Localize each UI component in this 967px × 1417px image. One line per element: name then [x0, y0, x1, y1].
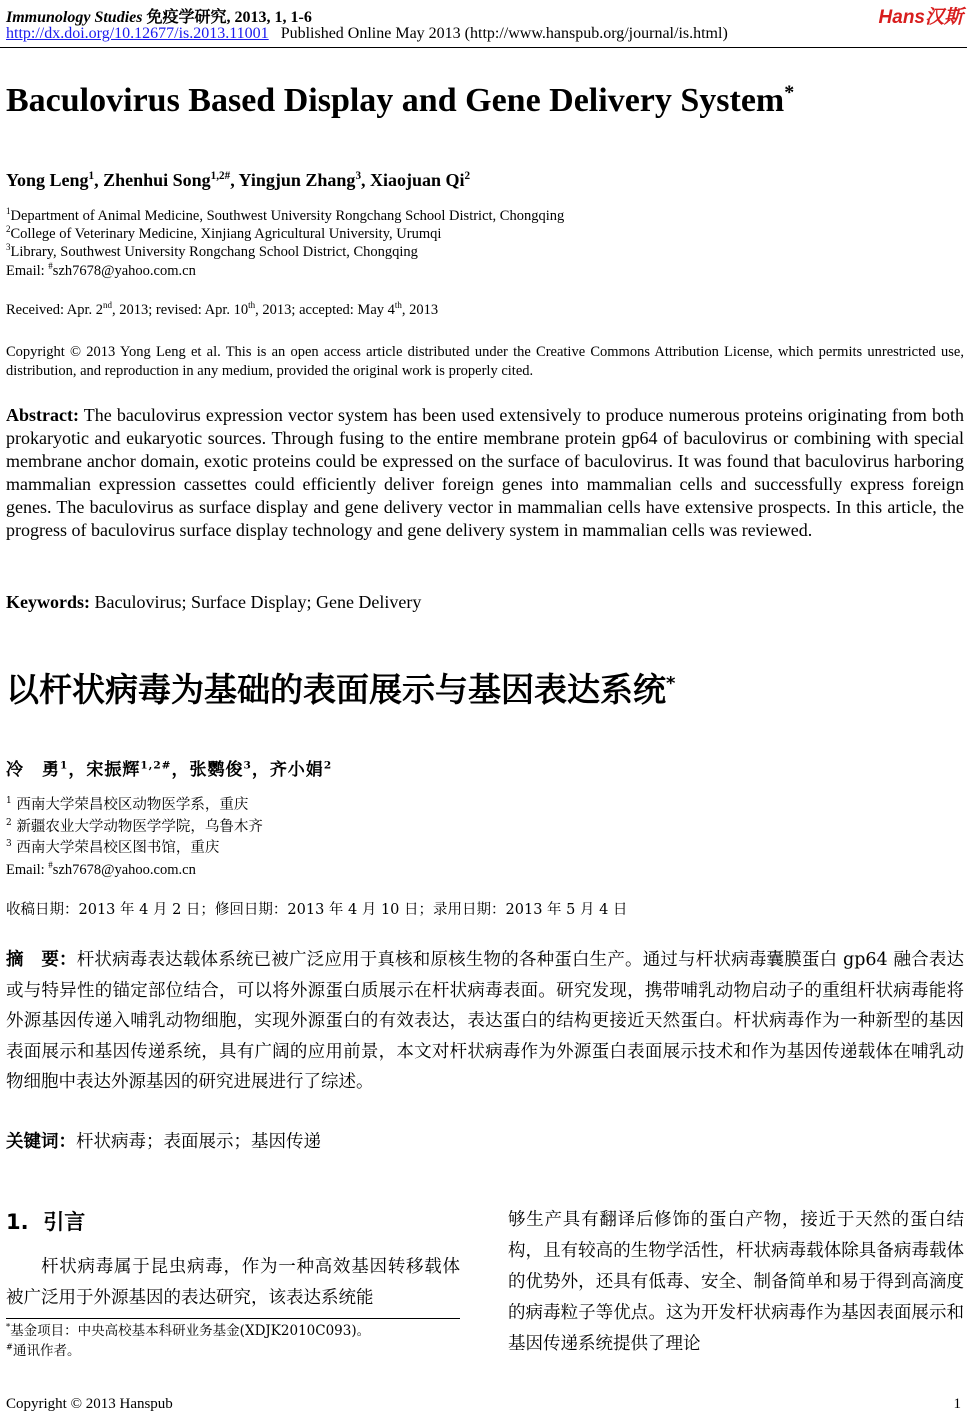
author-sup: 1,2#: [140, 759, 172, 772]
section-number: 1.: [6, 1210, 29, 1234]
copyright-notice-en: Copyright © 2013 Yong Leng et al. This is an open access article distributed under the Creative Commons Attribution License, which permits unrestricted use, distribution, and reproduction in any medium, provided the original work is properly cited.: [6, 344, 964, 379]
received-part: Received: Apr. 2: [6, 302, 104, 318]
abstract-cn: [6, 945, 964, 1098]
footnote-text: 基金项目：中央高校基本科研业务基金(XDJK2010C093)。: [10, 1323, 371, 1339]
footnote-mark: *: [6, 1321, 11, 1332]
affiliation-line: [6, 225, 564, 243]
body-column-right: 够生产具有翻译后修饰的蛋白产物，接近于天然的蛋白结构，且有较高的生物学活性，杆状病毒载体除具备病毒载体的优势外，还具有低毒、安全、制备简单和易于得到高滴度的病毒粒子等优点。这为开发杆状病毒作为基因表面展示和基因传递系统提供了理论: [508, 1210, 964, 1354]
received-part: , 2013: [401, 302, 439, 318]
author-sep: ,: [361, 170, 371, 190]
received-sup: nd: [103, 300, 113, 311]
received-sup: th: [248, 300, 256, 311]
keywords-text: 杆状病毒；表面展示；基因传递: [76, 1132, 321, 1152]
affiliation-sup: 2: [6, 224, 11, 235]
authors-en: [6, 170, 470, 191]
received-dates-cn: 收稿日期：2013 年 4 月 2 日；修回日期：2013 年 4 月 10 日；录用日期：2013 年 5 月 4 日: [6, 902, 628, 918]
author-sep: ,: [94, 170, 104, 190]
author-name: 宋振辉: [86, 760, 141, 780]
footnote-divider: [6, 1318, 460, 1319]
received-part: , 2013; accepted: May 4: [255, 302, 395, 318]
footnote-mark: #: [6, 1341, 14, 1352]
author-sup: 2: [464, 170, 471, 182]
author-sep: ，: [68, 760, 87, 780]
author-name: Zhenhui Song: [103, 170, 211, 190]
body-paragraph: 杆状病毒属于昆虫病毒，作为一种高效基因转移载体被广泛用于外源基因的表达研究，该表达系统能: [6, 1257, 460, 1308]
affiliations-cn: [6, 795, 263, 881]
footnote-text: 通讯作者。: [13, 1343, 81, 1359]
keywords-label: Keywords:: [6, 592, 90, 612]
section-heading: [6, 1206, 85, 1236]
abstract-label: Abstract:: [6, 405, 79, 425]
affiliation-text: 西南大学荣昌校区图书馆，重庆: [16, 840, 220, 856]
received-part: , 2013; revised: Apr. 10: [112, 302, 249, 318]
affiliation-line: [6, 838, 263, 860]
received-sup: th: [394, 300, 402, 311]
affiliation-line: [6, 207, 564, 225]
doi-line: [6, 25, 728, 43]
header-divider: [0, 47, 967, 48]
hans-logo: Hans汉斯: [878, 7, 963, 28]
footer-copyright: Copyright © 2013 Hanspub: [6, 1396, 173, 1412]
abstract-text: The baculovirus expression vector system has been used extensively to produce numerous proteins originating from both prokaryotic and eukaryotic sources. Through fusing to the entire membrane protein gp64 of baculovirus or combining with special membrane anchor domain, exotic proteins could be expressed on the surface of baculovirus. It was found that baculovirus harboring mammalian expression cassettes could efficiently deliver foreign genes into mammalian cells and successfully express foreign genes. The baculovirus as surface display and gene delivery vector in mammalian cells have extensive prospects. In this article, the progress of baculovirus surface display technology and gene delivery system in mammalian cells was reviewed.: [6, 405, 964, 540]
keywords-cn: [6, 1128, 321, 1153]
abstract-en: [6, 404, 964, 542]
title-cn-mark: *: [666, 673, 676, 694]
affiliation-sup: 2: [6, 817, 12, 828]
article-title-en: [6, 82, 794, 120]
email-mark: #: [48, 260, 53, 271]
affiliation-text: Library, Southwest University Rongchang School District, Chongqing: [10, 244, 418, 261]
affiliation-text: 西南大学荣昌校区动物医学系，重庆: [16, 797, 249, 813]
author-name: Xiaojuan Qi: [370, 170, 465, 190]
keywords-text: Baculovirus; Surface Display; Gene Delivery: [90, 592, 422, 612]
author-sup: 1: [60, 759, 69, 772]
email-label: Email:: [6, 861, 49, 878]
author-sep: ,: [230, 170, 239, 190]
affiliation-text: College of Veterinary Medicine, Xinjiang Agricultural University, Urumqi: [10, 226, 442, 243]
affiliation-line: [6, 243, 564, 261]
doi-link[interactable]: http://dx.doi.org/10.12677/is.2013.11001: [6, 25, 269, 42]
article-title-cn: [6, 664, 675, 711]
authors-cn: [6, 755, 332, 780]
author-name: 冷 勇: [6, 760, 60, 780]
affiliation-line: [6, 817, 263, 839]
section-title: 引言: [43, 1210, 86, 1234]
email-address: szh7678@yahoo.com.cn: [52, 861, 196, 878]
journal-name-cn: 免疫学研究: [146, 9, 227, 26]
author-sup: 3: [243, 759, 252, 772]
keywords-label: 关键词：: [6, 1132, 76, 1152]
footnote: [6, 1341, 370, 1361]
affiliation-sup: 1: [6, 206, 11, 217]
email-line: [6, 860, 263, 882]
author-sep: ，: [171, 760, 190, 780]
title-en-text: Baculovirus Based Display and Gene Delivery System: [6, 82, 785, 119]
affiliation-text: 新疆农业大学动物医学学院，乌鲁木齐: [16, 818, 263, 835]
email-address: szh7678@yahoo.com.cn: [52, 262, 196, 279]
author-sup: 3: [355, 170, 362, 182]
author-name: Yingjun Zhang: [238, 170, 356, 190]
affiliations-en: [6, 207, 564, 280]
affiliation-sup: 1: [6, 796, 12, 807]
author-name: 张鹦俊: [189, 760, 244, 780]
title-en-mark: *: [784, 81, 795, 104]
abstract-label: 摘 要：: [6, 950, 77, 970]
page-number: 1: [953, 1396, 961, 1412]
footnotes: [6, 1321, 370, 1361]
received-dates-en: [6, 302, 438, 319]
affiliation-line: [6, 795, 263, 817]
abstract-text: 杆状病毒表达载体系统已被广泛应用于真核和原核生物的各种蛋白生产。通过与杆状病毒囊膜蛋白 gp64 融合表达或与特异性的锚定部位结合，可以将外源蛋白质展示在杆状病毒表面。研究发现，携带哺乳动物启动子的重组杆状病毒能将外源基因传递入哺乳动物细胞，实现外源蛋白的有效表达，表达蛋白的结构更接近天然蛋白。杆状病毒作为一种新型的基因表面展示和基因传递系统，具有广阔的应用前景，本文对杆状病毒作为外源蛋白表面展示技术和作为基因传递载体在哺乳动物细胞中表达外源基因的研究进展进行了综述。: [6, 950, 965, 1092]
journal-header: [6, 4, 312, 27]
affiliation-sup: 3: [6, 839, 12, 850]
email-mark: #: [48, 859, 53, 870]
author-name: 齐小娟: [269, 760, 324, 780]
journal-name: Immunology Studies: [6, 9, 143, 26]
author-name: Yong Leng: [6, 170, 89, 190]
published-online: Published Online May 2013 (http://www.hanspub.org/journal/is.html): [280, 25, 728, 42]
footnote: [6, 1321, 370, 1341]
affiliation-text: Department of Animal Medicine, Southwest University Rongchang School District, Chongqing: [10, 208, 565, 224]
author-sup: 2: [323, 759, 333, 772]
author-sup: 1: [88, 170, 95, 182]
affiliation-sup: 3: [6, 242, 11, 253]
keywords-en: [6, 592, 421, 613]
author-sep: ，: [251, 760, 270, 780]
author-sup: 1,2#: [210, 170, 231, 182]
body-column-left: [6, 1252, 460, 1314]
email-label: Email:: [6, 262, 49, 279]
journal-citation: , 2013, 1, 1-6: [226, 9, 312, 26]
title-cn-text: 以杆状病毒为基础的表面展示与基因表达系统: [6, 670, 666, 709]
email-line: [6, 262, 564, 280]
